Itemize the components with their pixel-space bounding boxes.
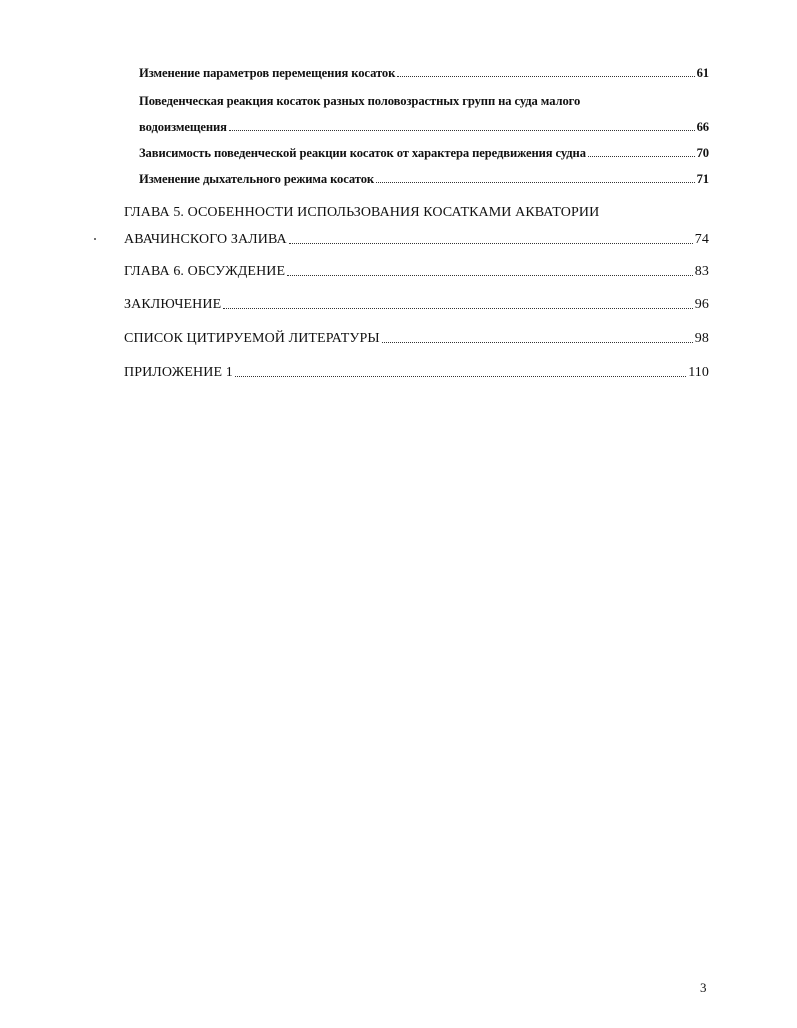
toc-entry-title: АВАЧИНСКОГО ЗАЛИВА [124,232,287,247]
toc-entry[interactable] [139,146,709,161]
toc-leader-dots [289,243,693,244]
toc-leader-dots [235,376,686,377]
toc-leader-dots [397,76,694,77]
toc-chapter-entry[interactable] [124,264,709,280]
toc-chapter-entry[interactable] [124,232,709,248]
toc-entry[interactable] [139,66,709,81]
scan-artifact-dot [94,238,96,240]
toc-leader-dots [382,342,693,343]
toc-entry-title: ЗАКЛЮЧЕНИЕ [124,297,222,312]
toc-chapter-entry[interactable] [124,365,709,381]
toc-entry-page: 98 [694,331,709,346]
toc-leader-dots [376,182,695,183]
toc-leader-dots [223,308,693,309]
toc-entry-title: водоизмещения [139,120,227,134]
toc-entry-title: СПИСОК ЦИТИРУЕМОЙ ЛИТЕРАТУРЫ [124,331,380,346]
toc-leader-dots [287,275,693,276]
toc-leader-dots [588,156,695,157]
toc-entry-page: 74 [694,232,709,247]
toc-entry-title: Зависимость поведенческой реакции косаток от характера передвижения судна [139,146,586,160]
toc-chapter-entry[interactable] [124,331,709,347]
toc-entry-page: 110 [688,365,709,380]
toc-entry-page: 71 [696,172,709,186]
toc-entry-page: 61 [696,66,709,80]
toc-entry-page: 70 [696,146,709,160]
toc-entry-title: ПРИЛОЖЕНИЕ 1 [124,365,233,380]
page-number: 3 [700,980,707,995]
toc-entry-title: Изменение дыхательного режима косаток [139,172,375,186]
toc-entry-title-line: Поведенческая реакция косаток разных половозрастных групп на суда малого [139,94,581,108]
toc-entry-title: Изменение параметров перемещения косаток [139,66,396,80]
toc-chapter-title-line: ГЛАВА 5. ОСОБЕННОСТИ ИСПОЛЬЗОВАНИЯ КОСАТКАМИ АКВАТОРИИ [124,205,600,220]
toc-entry-page: 83 [694,264,709,279]
toc-leader-dots [229,130,695,131]
toc-entry-title: ГЛАВА 6. ОБСУЖДЕНИЕ [124,264,286,279]
toc-entry[interactable] [139,120,709,135]
toc-entry-page: 96 [694,297,709,312]
toc-chapter-entry[interactable] [124,297,709,313]
toc-entry[interactable] [139,172,709,187]
toc-entry-page: 66 [696,120,709,134]
